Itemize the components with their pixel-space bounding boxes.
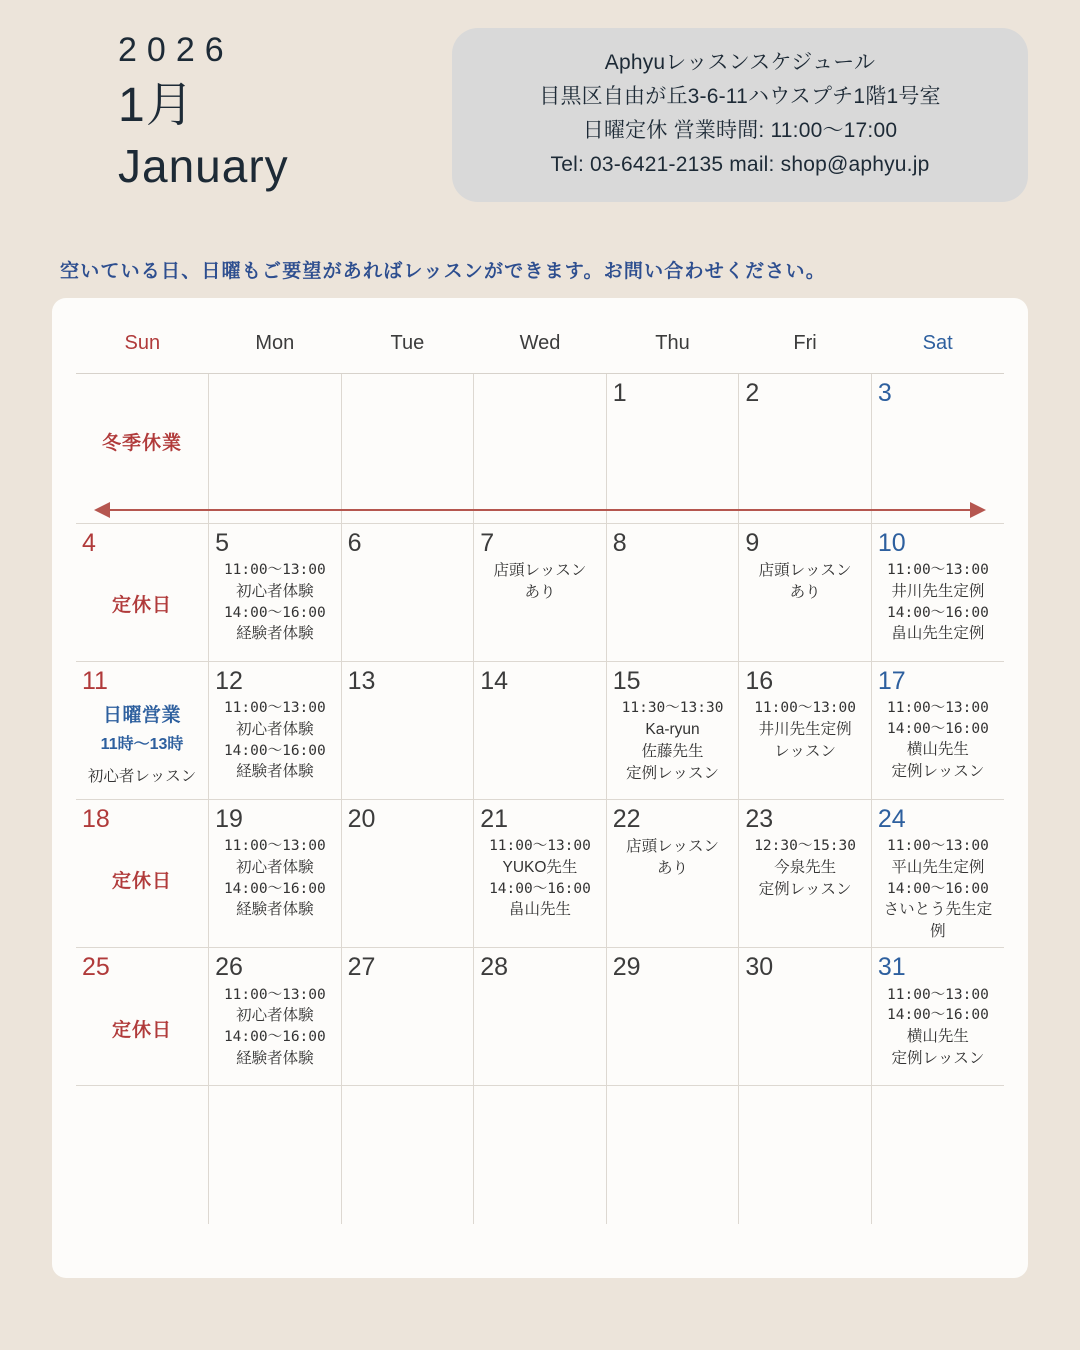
lesson-line: 11:00〜13:00 bbox=[887, 562, 989, 579]
lesson-line: 12:30〜15:30 bbox=[754, 838, 856, 855]
day-number: 28 bbox=[480, 953, 508, 982]
lesson-line: 11:30〜13:30 bbox=[621, 700, 724, 717]
calendar-day-cell[interactable] bbox=[209, 948, 342, 1086]
lesson-line: 初心者体験 bbox=[236, 720, 314, 738]
day-number: 30 bbox=[745, 953, 774, 982]
calendar-day-cell[interactable] bbox=[474, 1086, 607, 1224]
closed-label: 定休日 bbox=[112, 1019, 173, 1041]
lesson-line: あり bbox=[657, 860, 689, 878]
weekday-sat: Sat bbox=[871, 306, 1004, 374]
lesson-line: 14:00〜16:00 bbox=[223, 880, 326, 897]
calendar-day-cell[interactable] bbox=[871, 948, 1004, 1086]
calendar-day-cell[interactable] bbox=[76, 662, 209, 800]
lesson-line: 佐藤先生 bbox=[641, 742, 704, 760]
lesson-note bbox=[480, 560, 600, 604]
calendar-table bbox=[76, 306, 1004, 1224]
lesson-note bbox=[878, 560, 998, 645]
calendar-day-cell[interactable] bbox=[209, 1086, 342, 1224]
lesson-line: あり bbox=[789, 584, 821, 602]
info-line-title: Aphyuレッスンスケジュール bbox=[604, 51, 876, 74]
day-number: 10 bbox=[877, 529, 906, 557]
lesson-line: あり bbox=[524, 584, 556, 602]
day-number: 24 bbox=[877, 805, 906, 833]
day-number: 21 bbox=[480, 805, 508, 833]
lesson-line: 経験者体験 bbox=[236, 625, 314, 643]
lesson-note bbox=[215, 560, 335, 645]
lesson-line: YUKO先生 bbox=[502, 858, 578, 876]
calendar-day-cell[interactable] bbox=[76, 524, 209, 662]
lesson-line: 14:00〜16:00 bbox=[887, 1007, 989, 1024]
calendar-day-cell[interactable] bbox=[341, 524, 474, 662]
day-number: 18 bbox=[82, 805, 110, 833]
day-number: 29 bbox=[612, 953, 641, 982]
calendar-day-cell[interactable] bbox=[474, 662, 607, 800]
calendar-day-cell[interactable] bbox=[739, 374, 872, 524]
calendar-week-row bbox=[76, 948, 1004, 1086]
day-number: 14 bbox=[480, 667, 508, 695]
calendar-day-cell[interactable] bbox=[209, 800, 342, 948]
calendar-day-cell[interactable] bbox=[474, 524, 607, 662]
lesson-line: 初心者体験 bbox=[236, 1007, 314, 1025]
day-number: 31 bbox=[877, 953, 906, 982]
sunday-open-note bbox=[82, 700, 202, 786]
calendar-day-cell[interactable] bbox=[606, 662, 739, 800]
day-number: 19 bbox=[215, 805, 243, 833]
lesson-line: 今泉先生 bbox=[774, 858, 837, 876]
lesson-line: 井川先生定例 bbox=[891, 582, 985, 600]
lesson-line: 11:00〜13:00 bbox=[223, 986, 326, 1003]
lesson-note bbox=[745, 560, 865, 604]
title-block bbox=[118, 30, 289, 194]
lesson-note bbox=[215, 985, 335, 1070]
lesson-line: 14:00〜16:00 bbox=[887, 604, 989, 621]
day-number: 9 bbox=[745, 529, 760, 557]
lesson-line: 14:00〜16:00 bbox=[223, 1029, 326, 1046]
lesson-line: 横山先生 bbox=[906, 741, 969, 759]
lesson-line: 経験者体験 bbox=[236, 901, 314, 919]
day-number: 2 bbox=[745, 379, 760, 407]
day-number: 27 bbox=[347, 953, 376, 982]
calendar-day-cell[interactable] bbox=[76, 1086, 209, 1224]
day-number: 22 bbox=[612, 805, 641, 833]
calendar-day-cell[interactable] bbox=[606, 800, 739, 948]
lesson-line: 畠山先生定例 bbox=[891, 625, 985, 643]
calendar-day-cell[interactable] bbox=[739, 662, 872, 800]
lesson-line: 11:00〜13:00 bbox=[223, 562, 326, 579]
day-number: 20 bbox=[347, 805, 376, 833]
calendar-day-cell[interactable] bbox=[739, 1086, 872, 1224]
shop-info-box bbox=[452, 28, 1028, 202]
lesson-note bbox=[215, 698, 335, 783]
lesson-line: 11:00〜13:00 bbox=[887, 986, 989, 1003]
calendar-day-cell[interactable] bbox=[739, 800, 872, 948]
calendar-day-cell[interactable] bbox=[341, 374, 474, 524]
lesson-note bbox=[613, 698, 733, 785]
calendar-day-cell[interactable] bbox=[871, 524, 1004, 662]
lesson-line: 店頭レッスン bbox=[493, 562, 587, 580]
calendar-day-cell[interactable] bbox=[474, 800, 607, 948]
lesson-note bbox=[878, 836, 998, 943]
weekday-mon: Mon bbox=[209, 306, 342, 374]
lesson-note bbox=[480, 836, 600, 921]
lesson-line: 11:00〜13:00 bbox=[223, 838, 326, 855]
weekday-fri: Fri bbox=[739, 306, 872, 374]
calendar-week-row bbox=[76, 524, 1004, 662]
lesson-line: 定例レッスン bbox=[626, 764, 719, 782]
lesson-note bbox=[613, 836, 733, 880]
weekday-wed: Wed bbox=[474, 306, 607, 374]
lesson-line: 11:00〜13:00 bbox=[887, 838, 989, 855]
winter-break-label: 冬季休業 bbox=[102, 433, 183, 454]
calendar-week-row bbox=[76, 662, 1004, 800]
day-number: 25 bbox=[82, 953, 110, 982]
info-line-hours: 日曜定休 営業時間: 11:00〜17:00 bbox=[582, 119, 898, 143]
day-number: 5 bbox=[215, 529, 229, 557]
sunday-open-line: 初心者レッスン bbox=[87, 768, 197, 786]
calendar-day-cell[interactable] bbox=[76, 800, 209, 948]
weekday-sun: Sun bbox=[76, 306, 209, 374]
calendar-header-row bbox=[76, 306, 1004, 374]
day-number: 15 bbox=[612, 667, 641, 695]
calendar-day-cell[interactable] bbox=[606, 374, 739, 524]
lesson-line: 井川先生定例 bbox=[758, 720, 852, 738]
calendar-day-cell[interactable] bbox=[871, 800, 1004, 948]
notice-text: 空いている日、日曜もご要望があればレッスンができます。お問い合わせください。 bbox=[60, 261, 826, 282]
calendar-day-cell[interactable] bbox=[209, 662, 342, 800]
lesson-line: 店頭レッスン bbox=[626, 838, 719, 856]
calendar-day-cell[interactable] bbox=[76, 948, 209, 1086]
lesson-line: 店頭レッスン bbox=[758, 562, 852, 580]
calendar-week-row bbox=[76, 1086, 1004, 1224]
lesson-note bbox=[878, 698, 998, 783]
lesson-line: 定例レッスン bbox=[758, 880, 852, 898]
weekday-thu: Thu bbox=[606, 306, 739, 374]
calendar-day-cell[interactable] bbox=[341, 948, 474, 1086]
day-number: 3 bbox=[877, 379, 892, 407]
calendar-week-row bbox=[76, 800, 1004, 948]
day-number: 17 bbox=[877, 667, 906, 695]
day-number: 16 bbox=[745, 667, 774, 695]
calendar-day-cell[interactable] bbox=[606, 1086, 739, 1224]
lesson-note bbox=[745, 836, 865, 901]
lesson-line: 14:00〜16:00 bbox=[489, 880, 591, 897]
year-label: 2026 bbox=[118, 31, 234, 69]
info-line-contact: Tel: 03-6421-2135 mail: shop@aphyu.jp bbox=[550, 153, 930, 177]
lesson-line: Ka-ryun bbox=[645, 720, 700, 738]
lesson-line: 14:00〜16:00 bbox=[887, 720, 989, 737]
day-number: 8 bbox=[612, 529, 627, 557]
calendar-day-cell[interactable] bbox=[209, 374, 342, 524]
lesson-line: 11:00〜13:00 bbox=[489, 838, 591, 855]
day-number: 13 bbox=[347, 667, 376, 695]
calendar-day-cell[interactable] bbox=[606, 948, 739, 1086]
calendar-day-cell[interactable] bbox=[871, 1086, 1004, 1224]
sunday-open-line: 11時〜13時 bbox=[100, 736, 184, 754]
day-number: 11 bbox=[82, 667, 108, 695]
calendar-day-cell[interactable] bbox=[209, 524, 342, 662]
calendar-day-cell[interactable] bbox=[76, 374, 209, 524]
day-number: 23 bbox=[745, 805, 774, 833]
calendar-day-cell[interactable] bbox=[871, 662, 1004, 800]
lesson-line: 平山先生定例 bbox=[891, 858, 985, 876]
calendar-day-cell[interactable] bbox=[739, 948, 872, 1086]
calendar-day-cell[interactable] bbox=[474, 948, 607, 1086]
header bbox=[0, 0, 1080, 250]
calendar-day-cell[interactable] bbox=[474, 374, 607, 524]
info-line-address: 目黒区自由が丘3-6-11ハウスプチ1階1号室 bbox=[539, 85, 941, 109]
day-number: 4 bbox=[82, 529, 96, 557]
day-number: 12 bbox=[215, 667, 243, 695]
lesson-line: 経験者体験 bbox=[236, 1049, 314, 1067]
lesson-note bbox=[878, 985, 998, 1070]
sunday-open-line: 日曜営業 bbox=[103, 705, 182, 727]
lesson-line: 畠山先生 bbox=[508, 901, 571, 919]
calendar-day-cell[interactable] bbox=[341, 1086, 474, 1224]
lesson-line: 横山先生 bbox=[906, 1027, 969, 1045]
calendar-day-cell[interactable] bbox=[606, 524, 739, 662]
calendar-week-row bbox=[76, 374, 1004, 524]
lesson-line: 経験者体験 bbox=[236, 763, 314, 781]
month-en-label: January bbox=[118, 140, 289, 193]
calendar-day-cell[interactable] bbox=[341, 800, 474, 948]
lesson-line: 14:00〜16:00 bbox=[223, 742, 326, 759]
closed-label: 定休日 bbox=[112, 595, 173, 617]
calendar-day-cell[interactable] bbox=[871, 374, 1004, 524]
lesson-note bbox=[745, 698, 865, 763]
lesson-line: 11:00〜13:00 bbox=[887, 700, 989, 717]
lesson-line: 定例レッスン bbox=[891, 1049, 985, 1067]
lesson-line: 定例レッスン bbox=[891, 763, 985, 781]
day-number: 26 bbox=[215, 953, 243, 982]
weekday-tue: Tue bbox=[341, 306, 474, 374]
lesson-line: さいとう先生定例 bbox=[883, 901, 993, 941]
day-number: 6 bbox=[347, 529, 362, 557]
day-number: 1 bbox=[612, 379, 627, 407]
lesson-line: 初心者体験 bbox=[236, 582, 314, 600]
lesson-line: 11:00〜13:00 bbox=[754, 700, 856, 717]
calendar-day-cell[interactable] bbox=[739, 524, 872, 662]
lesson-line: 14:00〜16:00 bbox=[887, 880, 989, 897]
lesson-line: レッスン bbox=[774, 742, 837, 760]
lesson-line: 初心者体験 bbox=[236, 858, 314, 876]
calendar-day-cell[interactable] bbox=[341, 662, 474, 800]
lesson-line: 11:00〜13:00 bbox=[223, 700, 326, 717]
month-ja-label: 1月 bbox=[118, 78, 195, 132]
day-number: 7 bbox=[480, 529, 495, 557]
closed-label: 定休日 bbox=[112, 871, 173, 893]
calendar-card bbox=[52, 298, 1028, 1278]
calendar-body bbox=[76, 374, 1004, 1224]
lesson-line: 14:00〜16:00 bbox=[223, 604, 326, 621]
lesson-note bbox=[215, 836, 335, 921]
